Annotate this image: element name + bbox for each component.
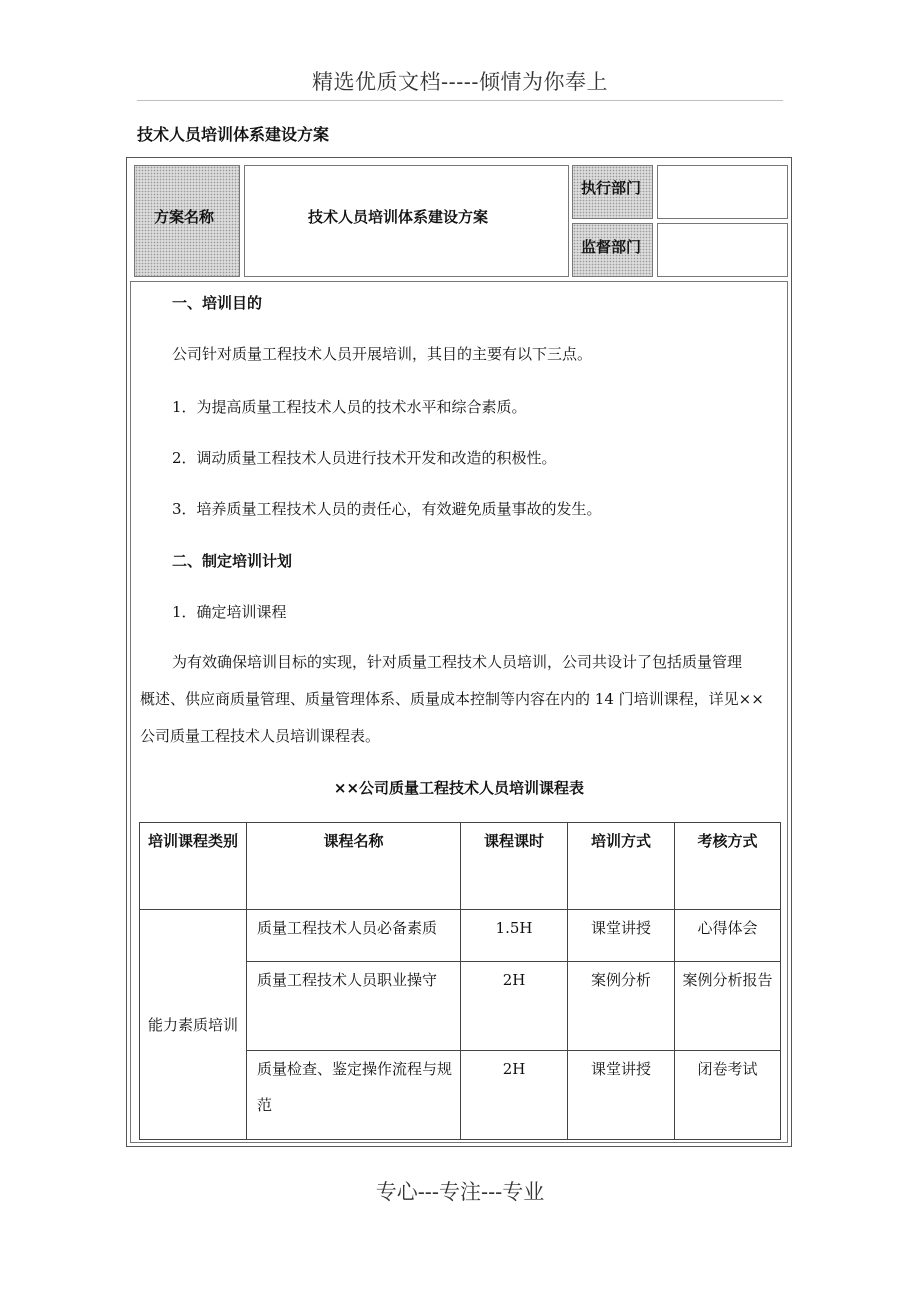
course-table xyxy=(139,822,781,1140)
section-1-intro: 公司针对质量工程技术人员开展培训，其目的主要有以下三点。 xyxy=(172,345,593,363)
method-cell: 案例分析 xyxy=(568,962,675,1051)
column-header: 考核方式 xyxy=(675,823,781,910)
assessment-cell: 案例分析报告 xyxy=(675,962,781,1051)
exec-dept-value-cell xyxy=(657,165,788,219)
assessment-cell: 闭卷考试 xyxy=(675,1051,781,1140)
method-cell: 课堂讲授 xyxy=(568,1051,675,1140)
column-header: 课程名称 xyxy=(247,823,461,910)
hours-cell: 2H xyxy=(461,1051,568,1140)
plan-name-value: 技术人员培训体系建设方案 xyxy=(308,208,489,226)
supervise-dept-label-cell xyxy=(572,223,653,277)
table-row xyxy=(140,910,781,962)
page-header: 精选优质文档-----倾情为你奉上 xyxy=(312,70,608,94)
document-title: 技术人员培训体系建设方案 xyxy=(137,125,330,144)
section-1-title: 一、培训目的 xyxy=(172,294,263,312)
course-name-cell: 质量工程技术人员职业操守 xyxy=(247,962,461,1051)
page-footer: 专心---专注---专业 xyxy=(375,1180,545,1204)
course-name-cell: 质量工程技术人员必备素质 xyxy=(247,910,461,962)
category-cell: 能力素质培训 xyxy=(140,910,247,1140)
assessment-cell: 心得体会 xyxy=(675,910,781,962)
paragraph-line: 为有效确保培训目标的实现，针对质量工程技术人员培训，公司共设计了包括质量管理 xyxy=(172,653,743,671)
section-2-title: 二、制定培训计划 xyxy=(172,552,293,570)
section-1-item: 1．为提高质量工程技术人员的技术水平和综合素质。 xyxy=(172,398,527,416)
column-header: 培训课程类别 xyxy=(140,823,247,910)
hours-cell: 2H xyxy=(461,962,568,1051)
plan-name-label: 方案名称 xyxy=(154,208,215,226)
hours-cell: 1.5H xyxy=(461,910,568,962)
table-header-row xyxy=(140,823,781,910)
section-2-subtitle: 1．确定培训课程 xyxy=(172,603,287,621)
plan-name-label-cell xyxy=(134,165,240,277)
header-rule xyxy=(137,100,783,101)
paragraph-line: 公司质量工程技术人员培训课程表。 xyxy=(140,727,381,745)
course-table-caption: ××公司质量工程技术人员培训课程表 xyxy=(333,779,585,797)
section-1-item: 3．培养质量工程技术人员的责任心，有效避免质量事故的发生。 xyxy=(172,500,602,518)
supervise-dept-value-cell xyxy=(657,223,788,277)
column-header: 课程课时 xyxy=(461,823,568,910)
method-cell: 课堂讲授 xyxy=(568,910,675,962)
column-header: 培训方式 xyxy=(568,823,675,910)
exec-dept-label-cell xyxy=(572,165,653,219)
course-name-cell: 质量检查、鉴定操作流程与规范 xyxy=(247,1051,461,1140)
plan-name-value-cell xyxy=(244,165,569,277)
section-1-item: 2．调动质量工程技术人员进行技术开发和改造的积极性。 xyxy=(172,449,557,467)
paragraph-line: 概述、供应商质量管理、质量管理体系、质量成本控制等内容在内的 14 门培训课程，详见×× xyxy=(140,690,764,708)
exec-dept-label: 执行部门 xyxy=(581,179,642,197)
section-2-paragraph xyxy=(140,644,785,755)
supervise-dept-label: 监督部门 xyxy=(581,238,642,256)
